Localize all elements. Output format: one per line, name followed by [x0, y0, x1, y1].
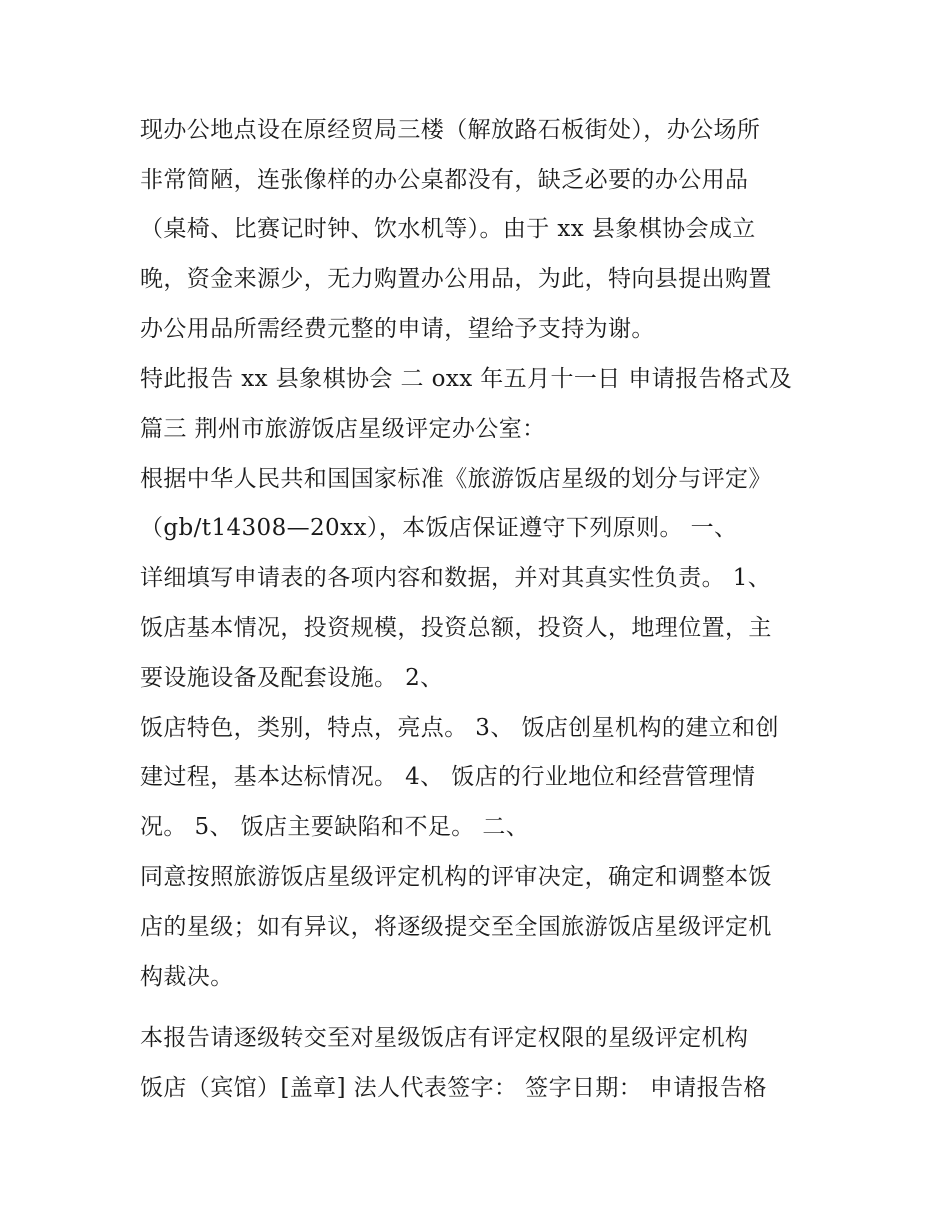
text-line: 现办公地点设在原经贸局三楼（解放路石板街处），办公场所: [140, 117, 761, 143]
text-line: 饭店（宾馆）[盖章] 法人代表签字： 签字日期： 申请报告格: [140, 1075, 767, 1101]
text-line: 篇三 荆州市旅游饭店星级评定办公室：: [140, 416, 546, 442]
text-line: 建过程，基本达标情况。 4、 饭店的行业地位和经营管理情: [140, 764, 756, 790]
text-line: 办公用品所需经费元整的申请，望给予支持为谢。: [140, 316, 655, 342]
text-line: 饭店特色，类别，特点，亮点。 3、 饭店创星机构的建立和创: [140, 715, 779, 741]
text-line: 非常简陋，连张像样的办公桌都没有，缺乏必要的办公用品: [140, 167, 749, 193]
text-line: 特此报告 xx 县象棋协会 二 oxx 年五月十一日 申请报告格式及: [140, 366, 793, 392]
text-line: 本报告请逐级转交至对星级饭店有评定权限的星级评定机构: [140, 1025, 749, 1051]
text-line: 饭店基本情况，投资规模，投资总额，投资人，地理位置，主: [140, 615, 772, 641]
text-line: 同意按照旅游饭店星级评定机构的评审决定，确定和调整本饭: [140, 864, 772, 890]
text-line: 晚，资金来源少，无力购置办公用品，为此，特向县提出购置: [140, 266, 772, 292]
text-line: （桌椅、比赛记时钟、饮水机等）。由于 xx 县象棋协会成立: [140, 216, 756, 242]
text-line: 要设施设备及配套设施。 2、: [140, 665, 444, 691]
text-line: （gb/t14308—20xx），本饭店保证遵守下列原则。 一、: [140, 515, 738, 541]
text-line: 构裁决。: [140, 964, 234, 990]
text-line: 店的星级；如有异议，将逐级提交至全国旅游饭店星级评定机: [140, 914, 772, 940]
text-line: 详细填写申请表的各项内容和数据，并对其真实性负责。 1、: [140, 565, 772, 591]
text-line: 根据中华人民共和国国家标准《旅游饭店星级的划分与评定》: [140, 466, 772, 492]
text-line: 况。 5、 饭店主要缺陷和不足。 二、: [140, 814, 530, 840]
